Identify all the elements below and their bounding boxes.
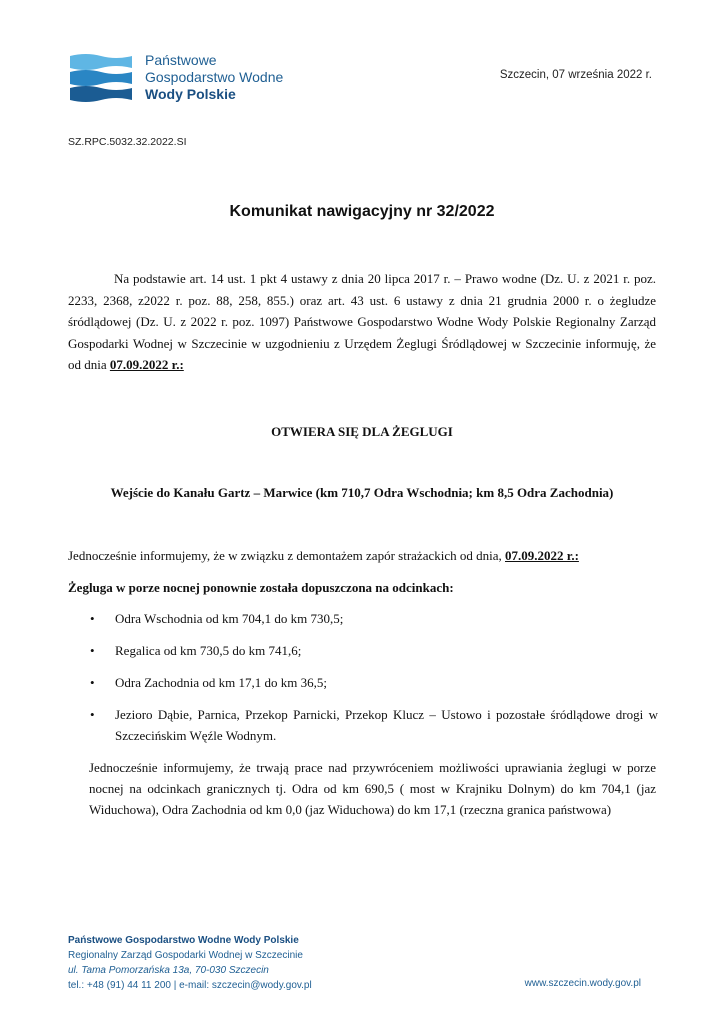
logo-line-3: Wody Polskie (145, 86, 236, 102)
logo-line-1: Państwowe (145, 52, 217, 68)
wody-polskie-logo (68, 52, 298, 114)
logo-line-2: Gospodarstwo Wodne (145, 69, 284, 85)
list-item-text: Odra Wschodnia od km 704,1 do km 730,5; (115, 611, 344, 626)
bullet-icon: • (90, 643, 95, 658)
logo-wordmark (145, 52, 283, 103)
document-date: Szczecin, 07 września 2022 r. (499, 69, 652, 81)
info-text: Jednocześnie informujemy, że w związku z demontażem zapór strażackich od dnia, (68, 548, 505, 563)
footer-address: ul. Tama Pomorzańska 13a, 70-030 Szczecin (68, 965, 269, 976)
bullet-icon: • (90, 707, 95, 722)
info-date: 07.09.2022 r.: (505, 548, 579, 563)
reference-number: SZ.RPC.5032.32.2022.SI (68, 136, 187, 148)
closing-paragraph: Jednocześnie informujemy, że trwają prace nad przywróceniem możliwości uprawiania żeglugi w porze nocnej na odcinkach granicznych tj. Odra od km 690,5 ( most w Krajniku Dolnym) do km 704,1 (jaz Widuchowa), Odra Zachodnia od km 0,0 (jaz Widuchowa) do km 17,1 (rzeczna granica państwowa) (89, 760, 656, 817)
list-item (68, 640, 658, 661)
night-navigation-heading: Żegluga w porze nocnej ponownie została dopuszczona na odcinkach: (68, 580, 454, 595)
list-item (68, 608, 658, 629)
wave-logo-icon (68, 52, 134, 112)
list-item-text: Odra Zachodnia od km 17,1 do km 36,5; (115, 675, 327, 690)
list-item-text: Regalica od km 730,5 do km 741,6; (115, 643, 302, 658)
footer-website-link[interactable]: www.szczecin.wody.gov.pl (524, 978, 641, 989)
intro-date: 07.09.2022 r.: (109, 357, 184, 372)
bullet-icon: • (90, 611, 95, 626)
list-item-text: Jezioro Dąbie, Parnica, Przekop Parnicki, Przekop Klucz – Ustowo i pozostałe śródlądowe drogi w Szczecińskim Węźle Wodnym. (115, 707, 658, 743)
list-item (68, 672, 658, 693)
footer-organization: Państwowe Gospodarstwo Wodne Wody Polskie (68, 935, 299, 946)
location-heading: Wejście do Kanału Gartz – Marwice (km 710,7 Odra Wschodnia; km 8,5 Odra Zachodnia) (110, 485, 614, 500)
section-list (68, 608, 658, 757)
list-item (68, 704, 658, 746)
footer (68, 933, 312, 993)
info-paragraph (68, 545, 656, 567)
document-title: Komunikat nawigacyjny nr 32/2022 (229, 203, 495, 220)
open-heading: OTWIERA SIĘ DLA ŻEGLUGI (271, 424, 453, 439)
footer-contact: tel.: +48 (91) 44 11 200 | e-mail: szczecin@wody.gov.pl (68, 980, 312, 991)
bullet-icon: • (90, 675, 95, 690)
intro-text: Na podstawie art. 14 ust. 1 pkt 4 ustawy z dnia 20 lipca 2017 r. – Prawo wodne (Dz. U. z 2021 r. poz. 2233, 2368, z2022 r. poz. 88, 258, 855.) oraz art. 43 ust. 6 ustawy z dnia 21 grudnia 2000 r. o żegludze śródlądowej (Dz. U. z 2022 r. poz. 1097) Państwowe Gospodarstwo Wodne Wody Polskie Regionalny Zarząd Gospodarki Wodnej w Szczecinie w uzgodnieniu z Urzędem Żeglugi Śródlądowej w Szczecinie informuję, że od dnia (68, 271, 656, 372)
intro-paragraph (68, 268, 656, 376)
footer-unit: Regionalny Zarząd Gospodarki Wodnej w Szczecinie (68, 950, 303, 961)
